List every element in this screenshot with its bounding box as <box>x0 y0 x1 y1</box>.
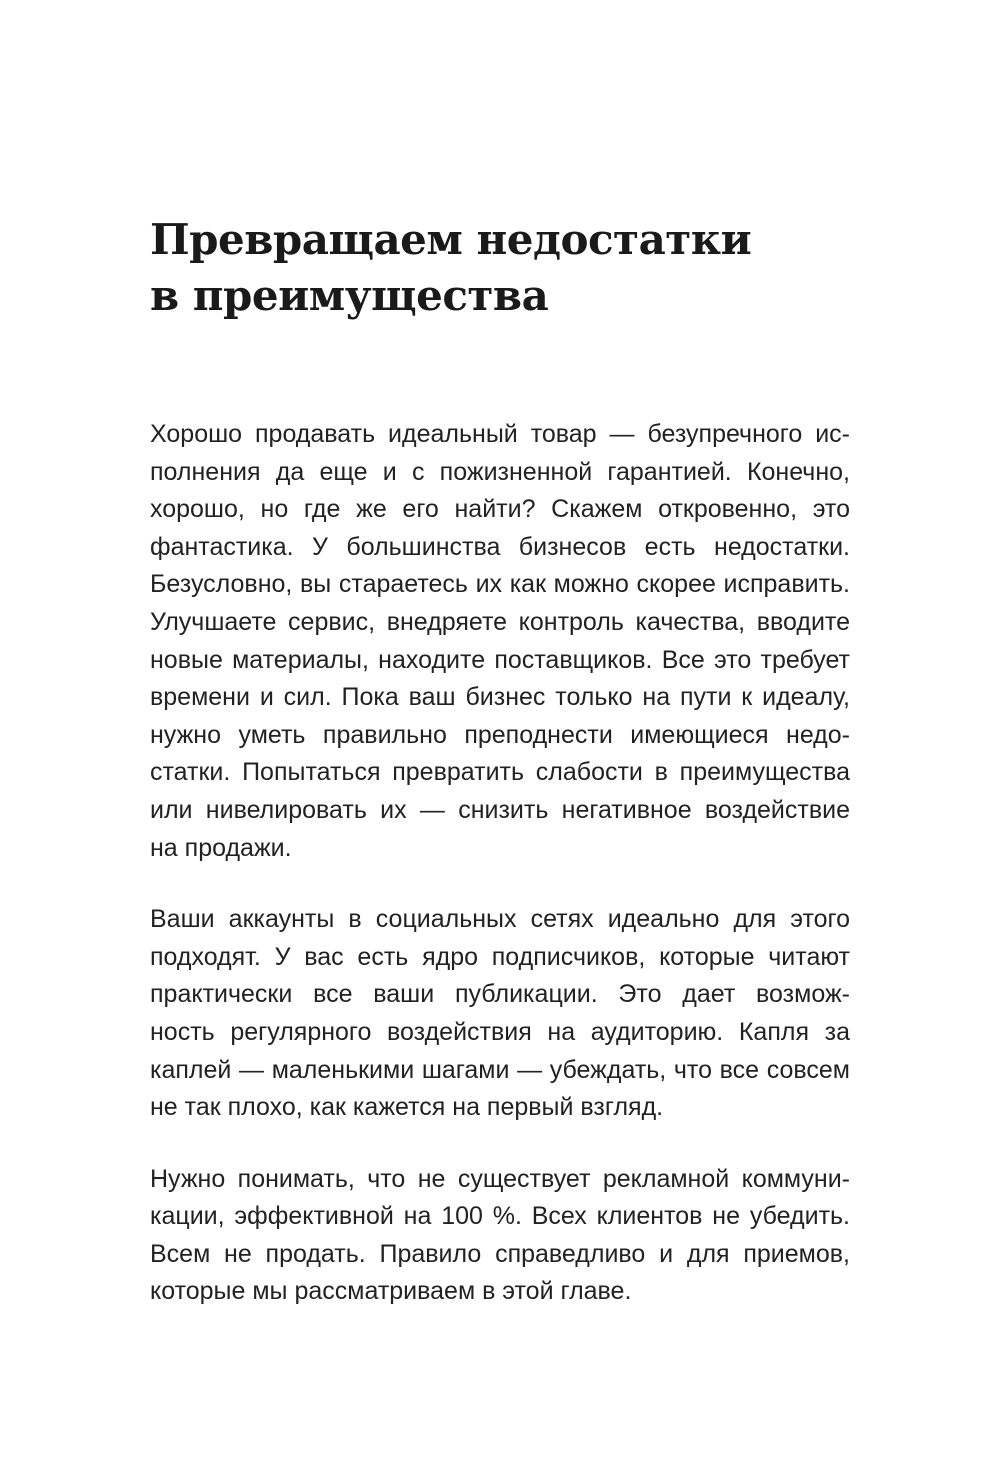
chapter-title-line: Превращаем недостатки <box>150 215 752 264</box>
paragraph-2 <box>150 901 850 1127</box>
text-line: статки. Попытаться превратить слабости в преимущества <box>150 758 850 787</box>
chapter-title <box>150 212 850 324</box>
text-line: ность регулярного воздействия на аудиторию. Капля за <box>150 1017 850 1046</box>
text-line: новые материалы, находите поставщиков. Все это требует <box>150 645 850 674</box>
text-line: Всем не продать. Правило справедливо и для приемов, <box>150 1239 850 1268</box>
text-line: хорошо, но где же его найти? Скажем откровенно, это <box>150 495 850 524</box>
text-line: времени и сил. Пока ваш бизнес только на пути к идеалу, <box>150 683 850 712</box>
page-content <box>150 212 850 1345</box>
text-line: Хорошо продавать идеальный товар — безупречного ис- <box>150 420 850 448</box>
text-line: Безусловно, вы стараетесь их как можно скорее исправить. <box>150 570 850 599</box>
text-line: которые мы рассматриваем в этой главе. <box>150 1277 632 1306</box>
paragraph-1 <box>150 416 850 867</box>
text-line: Улучшаете сервис, внедряете контроль качества, вводите <box>150 607 850 636</box>
paragraph-3 <box>150 1161 850 1311</box>
text-line: на продажи. <box>150 833 292 862</box>
text-line: не так плохо, как кажется на первый взгляд. <box>150 1093 664 1122</box>
text-line: практически все ваши публикации. Это дает возмож- <box>150 980 850 1009</box>
text-line: подходят. У вас есть ядро подписчиков, которые читают <box>150 942 850 971</box>
body-text <box>150 416 850 1311</box>
text-line: каплей — маленькими шагами — убеждать, что все совсем <box>150 1055 850 1084</box>
text-line: кации, эффективной на 100 %. Всех клиентов не убедить. <box>150 1202 850 1231</box>
text-line: Нужно понимать, что не существует рекламной коммуни- <box>150 1164 850 1193</box>
text-line: полнения да еще и с пожизненной гарантией. Конечно, <box>150 457 850 486</box>
text-line: или нивелировать их — снизить негативное воздействие <box>150 795 850 824</box>
text-line: нужно уметь правильно преподнести имеющиеся недо- <box>150 720 850 749</box>
chapter-title-line: в преимущества <box>150 271 549 320</box>
text-line: Ваши аккаунты в социальных сетях идеально для этого <box>150 905 850 934</box>
text-line: фантастика. У большинства бизнесов есть недостатки. <box>150 532 850 561</box>
